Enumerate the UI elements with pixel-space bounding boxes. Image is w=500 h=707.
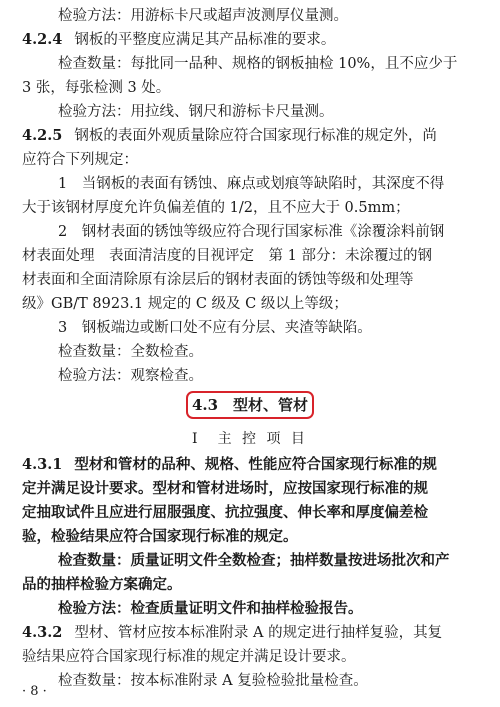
text-line: 检验方法：检查质量证明文件和抽样检验报告。 <box>58 600 363 617</box>
clause-4-3-2: 4.3.2 型材、管材应按本标准附录 A 的规定进行抽样复验，其复 <box>22 624 443 641</box>
text-line: 检查数量：按本标准附录 A 复验检验批量检查。 <box>58 673 368 689</box>
text-line: 检验方法：用拉线、钢尺和游标卡尺量测。 <box>58 104 334 120</box>
clause-4-2-5: 4.2.5 钢板的表面外观质量除应符合国家现行标准的规定外，尚 <box>22 127 437 144</box>
text-line: 大于该钢材厚度允许负偏差值的 1/2，且不应大于 0.5mm； <box>22 200 410 216</box>
text-line: 材表面处理 表面清洁度的目视评定 第 1 部分：未涂覆过的钢 <box>22 248 432 264</box>
text-line: 检查数量：每批同一品种、规格的钢板抽检 10%，且不应少于 <box>58 56 458 72</box>
text-line: 应符合下列规定： <box>22 152 138 168</box>
text-line: 检验方法：用游标卡尺或超声波测厚仪量测。 <box>58 8 348 24</box>
text-line: 检查数量：全数检查。 <box>58 344 203 360</box>
text-line: 3 张，每张检测 3 处。 <box>22 80 171 96</box>
text-line: 检验方法：观察检查。 <box>58 368 203 384</box>
clause-4-3-1: 4.3.1 型材和管材的品种、规格、性能应符合国家现行标准的规 <box>22 456 437 473</box>
text-line: 检查数量：质量证明文件全数检查；抽样数量按进场批次和产 <box>58 552 450 569</box>
clause-4-2-4: 4.2.4 钢板的平整度应满足其产品标准的要求。 <box>22 31 336 48</box>
page-number: · 8 · <box>22 684 47 699</box>
section-heading: 4.3 型材、管材 <box>186 391 314 419</box>
text-line: 品的抽样检验方案确定。 <box>22 576 182 593</box>
text-line: 3 钢板端边或断口处不应有分层、夹渣等缺陷。 <box>58 320 372 336</box>
text-line: 2 钢材表面的锈蚀等级应符合现行国家标准《涂覆涂料前钢 <box>58 224 445 240</box>
text-line: 定抽取试件且应进行屈服强度、抗拉强度、伸长率和厚度偏差检 <box>22 504 428 521</box>
text-line: 验结果应符合国家现行标准的规定并满足设计要求。 <box>22 649 356 665</box>
text-line: 材表面和全面清除原有涂层后的钢材表面的锈蚀等级和处理等 <box>22 272 414 288</box>
text-line: 级》GB/T 8923.1 规定的 C 级及 C 级以上等级； <box>22 296 348 312</box>
subheading: Ⅰ 主 控 项 目 <box>192 431 308 447</box>
text-line: 1 当钢板的表面有锈蚀、麻点或划痕等缺陷时，其深度不得 <box>58 176 445 192</box>
text-line: 定并满足设计要求。型材和管材进场时，应按国家现行标准的规 <box>22 480 428 497</box>
text-line: 验，检验结果应符合国家现行标准的规定。 <box>22 528 298 545</box>
